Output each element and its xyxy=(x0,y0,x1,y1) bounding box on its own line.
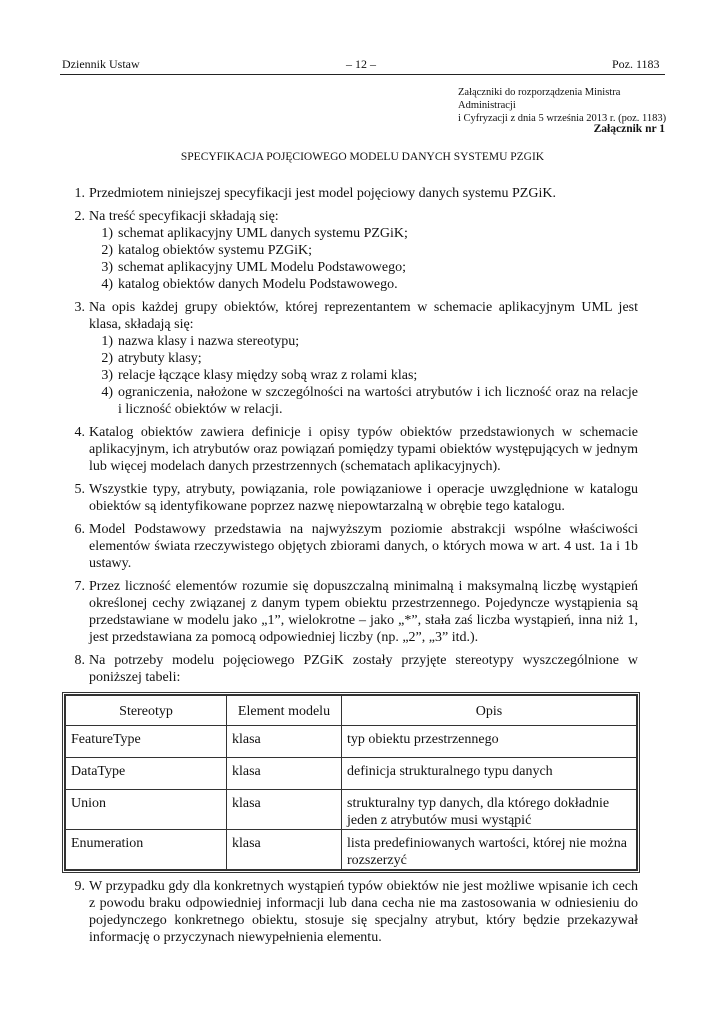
list-item-number: 7. xyxy=(74,579,85,594)
list-item-8 xyxy=(64,652,638,686)
stereotype-table-frame xyxy=(62,692,640,873)
table-cell: Enumeration xyxy=(66,830,227,870)
list-item-text: Na treść specyfikacji składają się: xyxy=(89,209,279,224)
list-item-6 xyxy=(64,521,638,572)
table-cell: DataType xyxy=(66,758,227,790)
sub-list-item-text: katalog obiektów systemu PZGiK; xyxy=(118,243,313,258)
attachment-note-line-1: Załączniki do rozporządzenia Ministra Administracji xyxy=(458,87,621,111)
table-cell: Union xyxy=(66,790,227,830)
list-item-4 xyxy=(64,424,638,475)
sub-list-item-text: relacje łączące klasy między sobą wraz z rolami klas; xyxy=(118,368,418,383)
list-item-number: 5. xyxy=(74,482,85,497)
sub-list-item xyxy=(89,276,638,293)
list-item-text: Na potrzeby modelu pojęciowego PZGiK zostały przyjęte stereotypy wyszczególnione w poniższej tabeli: xyxy=(89,653,638,685)
list-item-2 xyxy=(64,208,638,293)
sub-list-item xyxy=(89,259,638,276)
table-header-stereotype: Stereotyp xyxy=(66,696,227,726)
annex-label: Załącznik nr 1 xyxy=(593,123,665,135)
list-item-5 xyxy=(64,481,638,515)
sub-list-item-number: 2) xyxy=(101,351,113,366)
journal-name: Dziennik Ustaw xyxy=(62,57,140,71)
table-cell: FeatureType xyxy=(66,726,227,758)
list-item-3 xyxy=(64,299,638,418)
list-item-number: 8. xyxy=(74,653,85,668)
table-cell: klasa xyxy=(227,726,342,758)
sub-list-item-text: katalog obiektów danych Modelu Podstawowego. xyxy=(118,277,398,292)
sub-list-item-text: atrybuty klasy; xyxy=(118,351,202,366)
list-item-text: Wszystkie typy, atrybuty, powiązania, role powiązaniowe i operacje uwzględnione w katalogu obiektów są identyfikowane poprzez nazwę niepowtarzalną w obrębie tego katalogu. xyxy=(89,482,638,514)
sub-list-item-number: 1) xyxy=(101,334,113,349)
list-item-9 xyxy=(64,878,638,946)
sub-list-item-text: schemat aplikacyjny UML Modelu Podstawowego; xyxy=(118,260,406,275)
sub-list-item xyxy=(89,384,638,418)
sub-list-item xyxy=(89,350,638,367)
sub-list-item-number: 1) xyxy=(101,226,113,241)
page-number: – 12 – xyxy=(346,57,376,71)
list-item-text: Na opis każdej grupy obiektów, której reprezentantem w schemacie aplikacyjnym UML jest klasa, składają się: xyxy=(89,300,638,332)
sub-list-item-number: 4) xyxy=(101,385,113,400)
list-item-number: 2. xyxy=(74,209,85,224)
list-item-number: 1. xyxy=(74,186,85,201)
sub-list-item xyxy=(89,225,638,242)
table-row xyxy=(66,790,637,830)
attachment-note-line-2: i Cyfryzacji z dnia 5 września 2013 r. (poz. 1183) xyxy=(458,113,667,124)
table-cell: lista predefiniowanych wartości, której nie można rozszerzyć xyxy=(342,830,637,870)
list-item-7 xyxy=(64,578,638,646)
list-item-number: 3. xyxy=(74,300,85,315)
sub-list-item-number: 4) xyxy=(101,277,113,292)
position-number: Poz. 1183 xyxy=(612,57,660,71)
sub-list-item xyxy=(89,333,638,350)
list-item-number: 6. xyxy=(74,522,85,537)
table-header-description: Opis xyxy=(342,696,637,726)
list-item-text: W przypadku gdy dla konkretnych wystąpień typów obiektów nie jest możliwe wpisanie ich cech z powodu braku odpowiedniej informacji lub dana cecha nie ma zastosowania w odniesieniu do pojedynczego konkretnego obiektu, stosuje się specjalny atrybut, który będzie przekazywał informację o przyczynach niewypełnienia elementu. xyxy=(89,879,638,945)
sub-list-item-number: 3) xyxy=(101,260,113,275)
table-cell: klasa xyxy=(227,758,342,790)
list-item-text: Model Podstawowy przedstawia na najwyższym poziomie abstrakcji wspólne właściwości elementów świata rzeczywistego objętych zbiorami danych, o których mowa w art. 4 ust. 1a i 1b ustawy. xyxy=(89,522,638,571)
table-cell: klasa xyxy=(227,790,342,830)
numbered-list xyxy=(64,185,638,686)
table-row xyxy=(66,830,637,870)
sub-list-item-text: nazwa klasy i nazwa stereotypu; xyxy=(118,334,300,349)
table-header-element: Element modelu xyxy=(227,696,342,726)
table-header-row xyxy=(66,696,637,726)
sub-list-item xyxy=(89,242,638,259)
table-row xyxy=(66,758,637,790)
sub-list-item-text: schemat aplikacyjny UML danych systemu PZGiK; xyxy=(118,226,408,241)
stereotype-table xyxy=(65,695,637,870)
header-divider xyxy=(60,74,665,75)
document-title: SPECYFIKACJA POJĘCIOWEGO MODELU DANYCH SYSTEMU PZGIK xyxy=(180,151,545,163)
attachment-note xyxy=(458,86,670,125)
list-item-number: 4. xyxy=(74,425,85,440)
table-cell: typ obiektu przestrzennego xyxy=(342,726,637,758)
table-row xyxy=(66,726,637,758)
table-cell: strukturalny typ danych, dla którego dokładnie jeden z atrybutów musi wystąpić xyxy=(342,790,637,830)
list-item-text: Przez liczność elementów rozumie się dopuszczalną minimalną i maksymalną liczbę wystąpień określonej cechy związanej z danym typem obiektu przestrzennego. Pojedyncze wystąpienia są przedstawiane w modelu jako „1”, wielokrotne – jako „*”, stała zaś liczba wystąpień, inna niż 1, jest przedstawiana za pomocą odpowiedniej liczby (np. „2”, „3” itd.). xyxy=(89,579,638,645)
sub-list-item-number: 3) xyxy=(101,368,113,383)
table-cell: definicja strukturalnego typu danych xyxy=(342,758,637,790)
sub-list-item xyxy=(89,367,638,384)
list-item-text: Przedmiotem niniejszej specyfikacji jest model pojęciowy danych systemu PZGiK. xyxy=(89,186,556,201)
table-cell: klasa xyxy=(227,830,342,870)
list-item-text: Katalog obiektów zawiera definicje i opisy typów obiektów przedstawionych w schemacie aplikacyjnym, ich atrybutów oraz powiązań pomiędzy typami obiektów występujących w jednym lub więcej modelach danych przestrzennych (schematach aplikacyjnych). xyxy=(89,425,638,474)
list-item-1 xyxy=(64,185,638,202)
document-body xyxy=(64,185,638,952)
list-item-number: 9. xyxy=(74,879,85,894)
sub-list-item-text: ograniczenia, nałożone w szczególności na wartości atrybutów i ich liczność oraz na relacje i liczność obiektów w relacji. xyxy=(118,385,638,417)
sub-list-item-number: 2) xyxy=(101,243,113,258)
